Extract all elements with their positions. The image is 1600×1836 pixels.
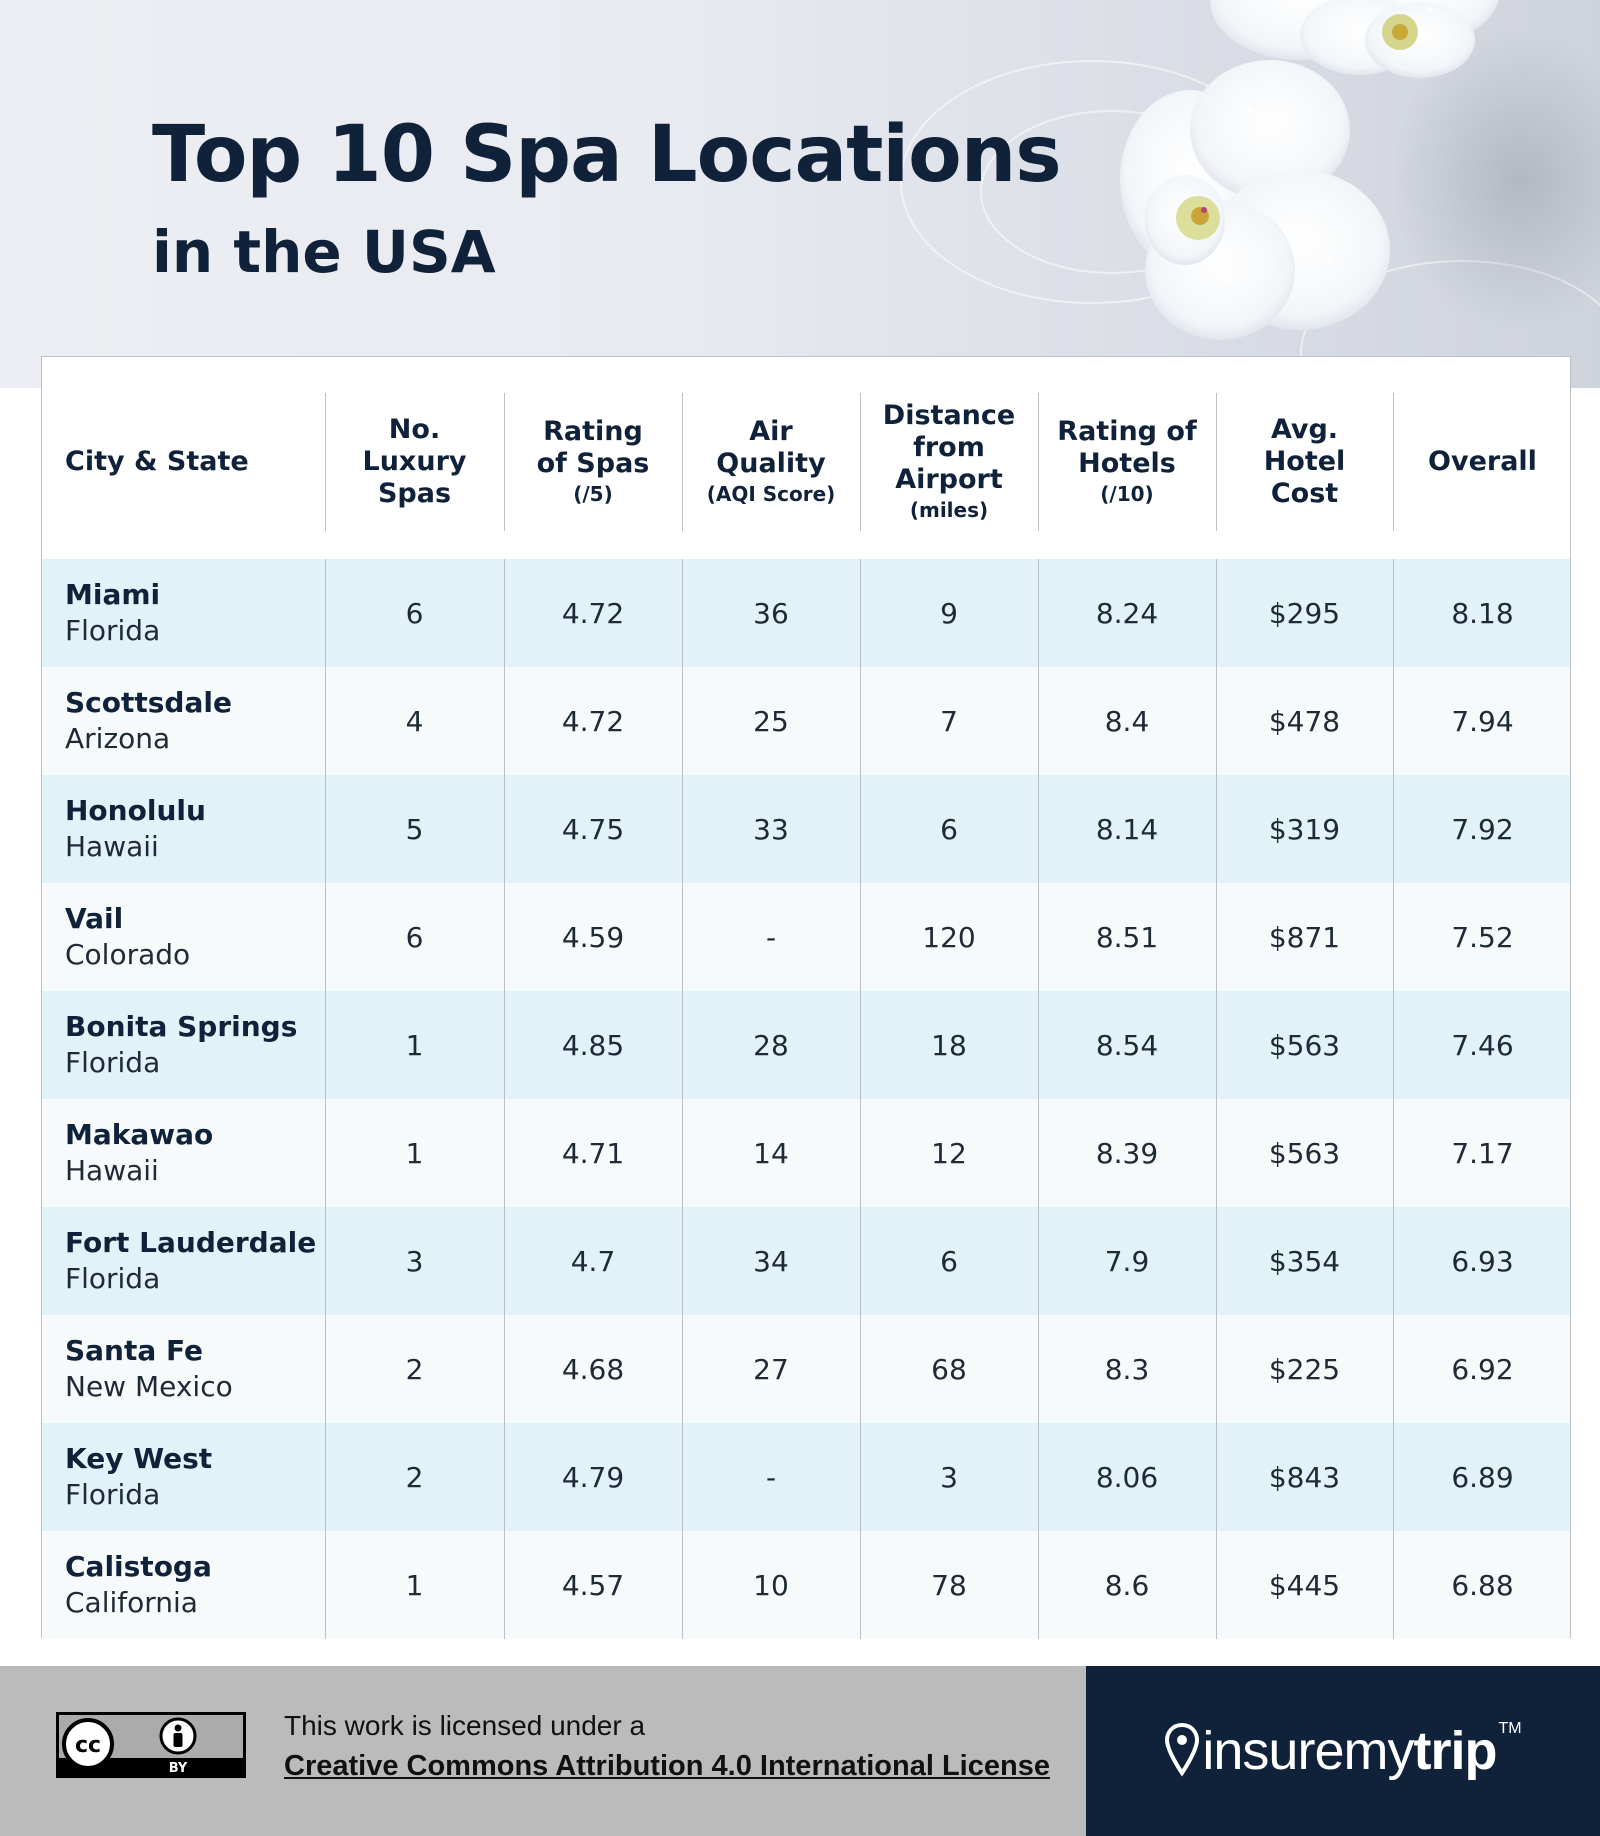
column-header-text: Luxury [362,446,467,477]
table-cell: 28 [753,1028,789,1062]
brand-logo[interactable] [1086,1666,1600,1836]
table-cell: 120 [922,920,976,954]
column-header-text: Distance [882,400,1016,431]
column-header-text: Cost [1270,478,1339,509]
page-subtitle: in the USA [152,218,496,286]
state-name: Arizona [65,722,171,755]
orchid-decoration [1100,0,1600,388]
table-cell: 2 [405,1352,424,1386]
column-unit: (miles) [909,498,989,522]
state-name: Hawaii [65,1154,159,1187]
table-cell: $563 [1268,1136,1341,1170]
table-cell: - [765,920,777,954]
city-name: Santa Fe [65,1334,204,1367]
city-state-cell [42,667,325,775]
table-cell: 4.57 [561,1568,625,1602]
column-divider [860,393,861,531]
table-cell: 6 [940,812,958,846]
license-link[interactable]: Creative Commons Attribution 4.0 International License [284,1750,1050,1782]
table-row [42,1315,1570,1423]
column-divider [682,559,683,1639]
table-cell: 8.06 [1095,1460,1159,1494]
state-name: Hawaii [65,830,159,863]
city-state-cell [42,991,325,1099]
table-cell: 8.3 [1104,1352,1150,1386]
table-cell: 9 [940,596,958,630]
column-divider [1038,559,1039,1639]
table-cell: 1 [405,1568,424,1602]
table-cell: 4.75 [561,812,625,846]
column-header-text: Hotels [1078,448,1176,479]
table-header-row [42,357,1570,559]
column-header [1216,393,1393,531]
column-header-text: Air [749,416,793,447]
city-name: Fort Lauderdale [65,1226,317,1259]
column-divider [325,393,326,531]
table-cell: 8.14 [1095,812,1159,846]
table-row [42,1531,1570,1639]
table-cell: 6 [940,1244,958,1278]
table-cell: 7.17 [1451,1136,1514,1170]
city-name: Calistoga [65,1550,212,1583]
table-row [42,667,1570,775]
city-name: Key West [65,1442,213,1475]
column-header-text: Airport [895,464,1003,495]
table-cell: 4 [405,704,424,738]
state-name: Florida [65,1046,161,1079]
column-header [42,393,325,531]
table-cell: 68 [931,1352,967,1386]
column-header-text: Rating [543,416,643,447]
city-state-cell [42,1423,325,1531]
table-cell: 8.51 [1095,920,1159,954]
column-header-text: Spas [377,478,452,509]
column-header-text: Avg. [1270,414,1339,445]
trademark-mark: TM [1498,1720,1522,1737]
table-row [42,559,1570,667]
state-name: California [65,1586,198,1619]
table-cell: $445 [1268,1568,1341,1602]
table-cell: 4.72 [561,704,625,738]
table-cell: 5 [405,812,424,846]
table-cell: 8.24 [1095,596,1159,630]
column-divider [860,559,861,1639]
table-cell: 10 [753,1568,789,1602]
table-cell: 27 [753,1352,789,1386]
city-state-cell [42,1207,325,1315]
table-cell: 7.9 [1104,1244,1150,1278]
city-state-cell [42,1099,325,1207]
table-cell: 4.72 [561,596,625,630]
brand-name-bold: trip [1413,1721,1497,1781]
table-row [42,1099,1570,1207]
column-header-text: Overall [1428,446,1537,477]
column-divider [682,393,683,531]
table-cell: $563 [1268,1028,1341,1062]
table-cell: 6.89 [1451,1460,1514,1494]
spa-rankings-table [41,356,1571,1638]
table-cell: 8.4 [1104,704,1150,738]
column-divider [504,559,505,1639]
license-footer [0,1666,1086,1836]
table-cell: 4.68 [561,1352,625,1386]
column-header [1393,393,1572,531]
city-state-cell [42,1531,325,1639]
header-banner [0,0,1600,388]
table-row [42,775,1570,883]
brand-name-light: insuremy [1202,1721,1414,1781]
table-cell: 2 [405,1460,424,1494]
column-header-text: Quality [716,448,826,479]
cc-by-label: BY [168,1761,188,1776]
table-cell: 18 [931,1028,967,1062]
table-cell: 6.93 [1451,1244,1514,1278]
state-name: Colorado [65,938,191,971]
city-state-cell [42,1315,325,1423]
state-name: Florida [65,1262,161,1295]
creative-commons-icon[interactable] [56,1712,246,1778]
location-pin-icon [1164,1721,1200,1781]
table-cell: 8.54 [1095,1028,1159,1062]
table-cell: 14 [753,1136,789,1170]
table-cell: 7.94 [1451,704,1514,738]
column-unit: (/5) [573,482,613,506]
table-cell: 7.52 [1451,920,1514,954]
table-cell: $354 [1268,1244,1341,1278]
table-row [42,1423,1570,1531]
table-cell: 4.59 [561,920,625,954]
city-name: Honolulu [65,794,206,827]
city-name: Vail [65,902,124,935]
city-name: Scottsdale [65,686,232,719]
table-cell: 6.92 [1451,1352,1514,1386]
table-row [42,991,1570,1099]
table-cell: 8.39 [1095,1136,1159,1170]
column-unit: (/10) [1100,482,1154,506]
table-cell: $843 [1268,1460,1341,1494]
table-cell: 34 [753,1244,789,1278]
column-header [1038,393,1216,531]
state-name: Florida [65,614,161,647]
column-header-text: of Spas [536,448,650,479]
column-header [860,393,1038,531]
table-cell: $225 [1268,1352,1341,1386]
table-cell: $871 [1268,920,1341,954]
table-cell: 6 [405,596,424,630]
column-header [325,393,504,531]
column-divider [325,559,326,1639]
table-cell: 8.18 [1451,596,1514,630]
column-divider [1393,559,1394,1639]
table-cell: 7.46 [1451,1028,1514,1062]
brand-footer [1086,1666,1600,1836]
column-header-text: Hotel [1263,446,1346,477]
state-name: New Mexico [65,1370,233,1403]
table-cell: 1 [405,1028,424,1062]
column-header-text: Rating of [1057,416,1197,447]
table-cell: 78 [931,1568,967,1602]
city-state-cell [42,559,325,667]
table-cell: 36 [753,596,789,630]
license-intro-text: This work is licensed under a [284,1710,646,1741]
column-header-text: No. [388,414,441,445]
table-cell: 4.85 [561,1028,625,1062]
table-cell: 4.71 [561,1136,625,1170]
column-divider [1216,393,1217,531]
table-cell: 3 [940,1460,958,1494]
state-name: Florida [65,1478,161,1511]
table-cell: 7 [940,704,958,738]
table-cell: 7.92 [1451,812,1514,846]
table-cell: 33 [753,812,789,846]
table-cell: $295 [1268,596,1341,630]
column-divider [1038,393,1039,531]
city-state-cell [42,775,325,883]
table-cell: 6 [405,920,424,954]
column-divider [1216,559,1217,1639]
city-name: Makawao [65,1118,214,1151]
table-cell: 4.7 [570,1244,616,1278]
table-cell: 8.6 [1104,1568,1150,1602]
city-name: Bonita Springs [65,1010,298,1043]
table-cell: 25 [753,704,789,738]
table-cell: 12 [931,1136,967,1170]
page-title: Top 10 Spa Locations [152,110,1061,200]
column-header [682,393,860,531]
table-cell: 4.79 [561,1460,625,1494]
column-unit: (AQI Score) [706,482,836,506]
column-header-text: from [913,432,985,463]
table-row [42,1207,1570,1315]
table-row [42,883,1570,991]
table-cell: $478 [1268,704,1341,738]
table-cell: 6.88 [1451,1568,1514,1602]
table-cell: 3 [405,1244,424,1278]
column-divider [504,393,505,531]
table-cell: $319 [1268,812,1341,846]
table-cell: - [765,1460,777,1494]
city-state-cell [42,883,325,991]
table-cell: 1 [405,1136,424,1170]
column-header-text: City & State [65,446,249,477]
column-header [504,393,682,531]
cc-mark-text: cc [74,1733,102,1758]
column-divider [1393,393,1394,531]
city-name: Miami [65,578,161,611]
